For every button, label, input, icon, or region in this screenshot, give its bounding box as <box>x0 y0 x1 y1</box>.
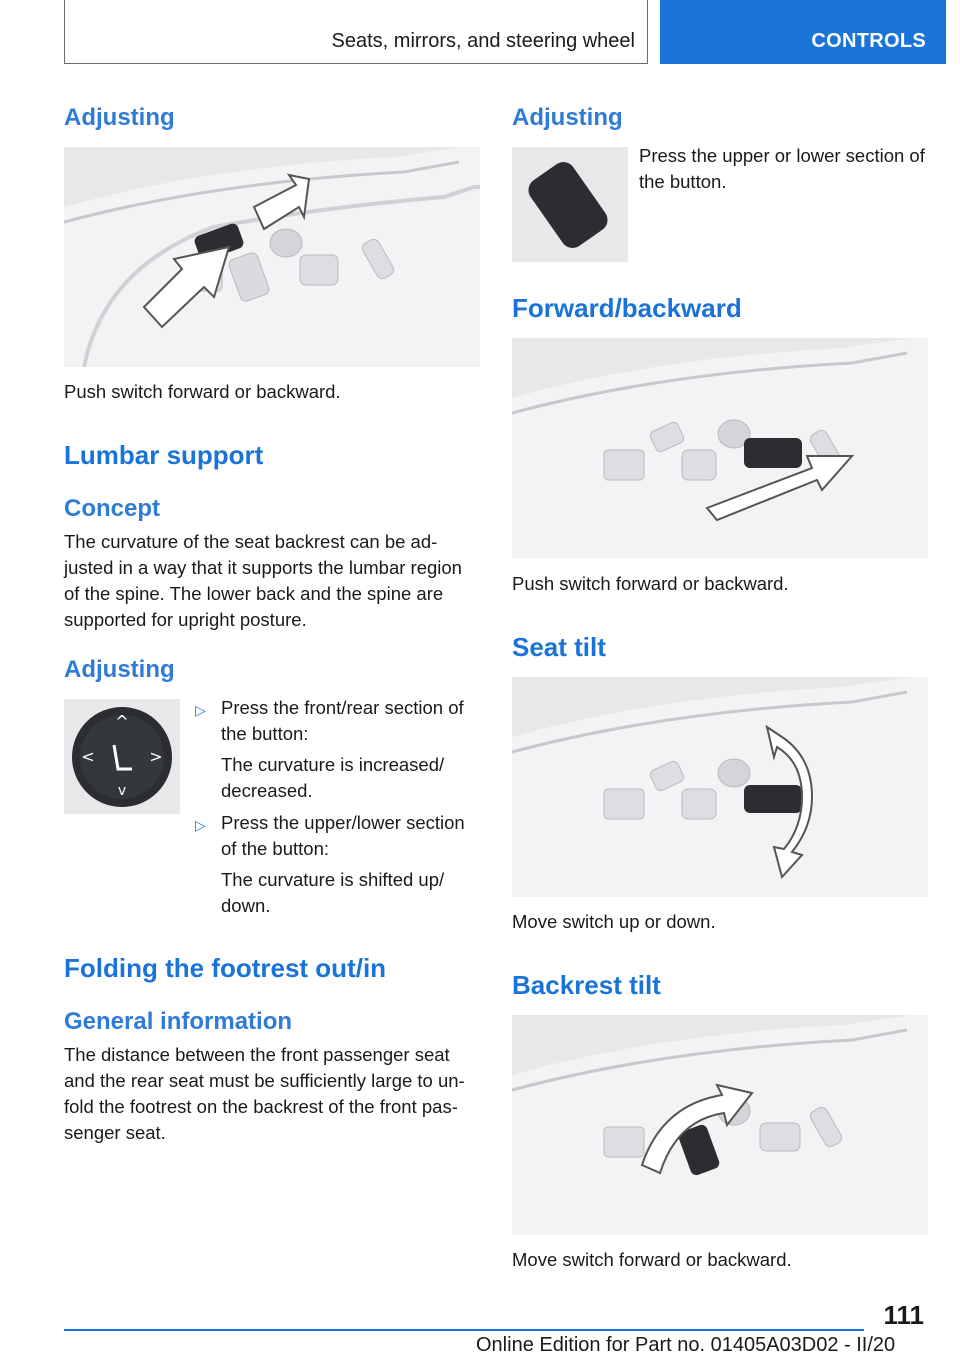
bullet-item <box>185 695 485 804</box>
svg-text:v: v <box>117 783 127 799</box>
seat-controls-illustration <box>64 147 480 367</box>
lumbar-adjusting-heading: Adjusting <box>64 656 175 683</box>
forward-backward-illustration <box>512 338 928 558</box>
concept-text: The curvature of the seat backrest can be ad‐justed in a way that it supports the lumbar region of the spine. The lower back and the spine are supported for upright posture. <box>64 531 462 630</box>
bullet-item <box>185 810 485 919</box>
right-adjusting-heading: Adjusting <box>512 104 623 131</box>
lumbar-bullet-list <box>185 695 485 925</box>
bullet-subtext: The curvature is shifted up/ down. <box>221 869 445 916</box>
forward-backward-caption: Push switch forward or backward. <box>512 573 789 594</box>
svg-text:<: < <box>81 747 95 766</box>
lumbar-button-illustration <box>64 699 180 814</box>
header-title: Seats, mirrors, and steering wheel <box>331 30 635 52</box>
right-adjusting-text: Press the upper or lower section of the button. <box>639 145 925 192</box>
seat-tilt-heading: Seat tilt <box>512 632 606 662</box>
backrest-tilt-illustration <box>512 1015 928 1235</box>
page-number: 111 <box>883 1300 924 1330</box>
general-information-heading: General information <box>64 1008 293 1035</box>
general-information-text: The distance between the front passenger seat and the rear seat must be sufficiently large to un‐fold the footrest on the backrest of the front pas‐senger seat. <box>64 1044 465 1143</box>
seat-tilt-illustration <box>512 677 928 897</box>
bullet-triangle-icon: ▷ <box>195 817 206 833</box>
adjusting-caption: Push switch forward or backward. <box>64 381 341 402</box>
footer-divider <box>64 1329 864 1331</box>
bullet-text: Press the upper/lower section of the button: <box>221 812 465 859</box>
concept-heading: Concept <box>64 495 160 522</box>
lumbar-support-heading: Lumbar support <box>64 440 264 470</box>
backrest-tilt-caption: Move switch forward or backward. <box>512 1249 792 1270</box>
header-section-label: CONTROLS <box>811 30 926 52</box>
backrest-tilt-heading: Backrest tilt <box>512 970 661 1000</box>
forward-backward-heading: Forward/backward <box>512 293 742 323</box>
header-title-box <box>64 0 648 64</box>
bullet-text: Press the front/rear section of the button: <box>221 697 464 744</box>
svg-text:>: > <box>149 747 163 766</box>
svg-text:^: ^ <box>115 712 129 731</box>
adjusting-heading: Adjusting <box>64 104 175 131</box>
header-section-tab <box>660 0 946 64</box>
seat-tilt-caption: Move switch up or down. <box>512 911 716 932</box>
footer-edition: Online Edition for Part no. 01405A03D02 - II/20 <box>476 1334 896 1356</box>
footrest-heading: Folding the footrest out/in <box>64 953 387 983</box>
bullet-triangle-icon: ▷ <box>195 702 206 718</box>
bullet-subtext: The curvature is increased/ decreased. <box>221 754 445 801</box>
button-illustration <box>512 147 628 262</box>
